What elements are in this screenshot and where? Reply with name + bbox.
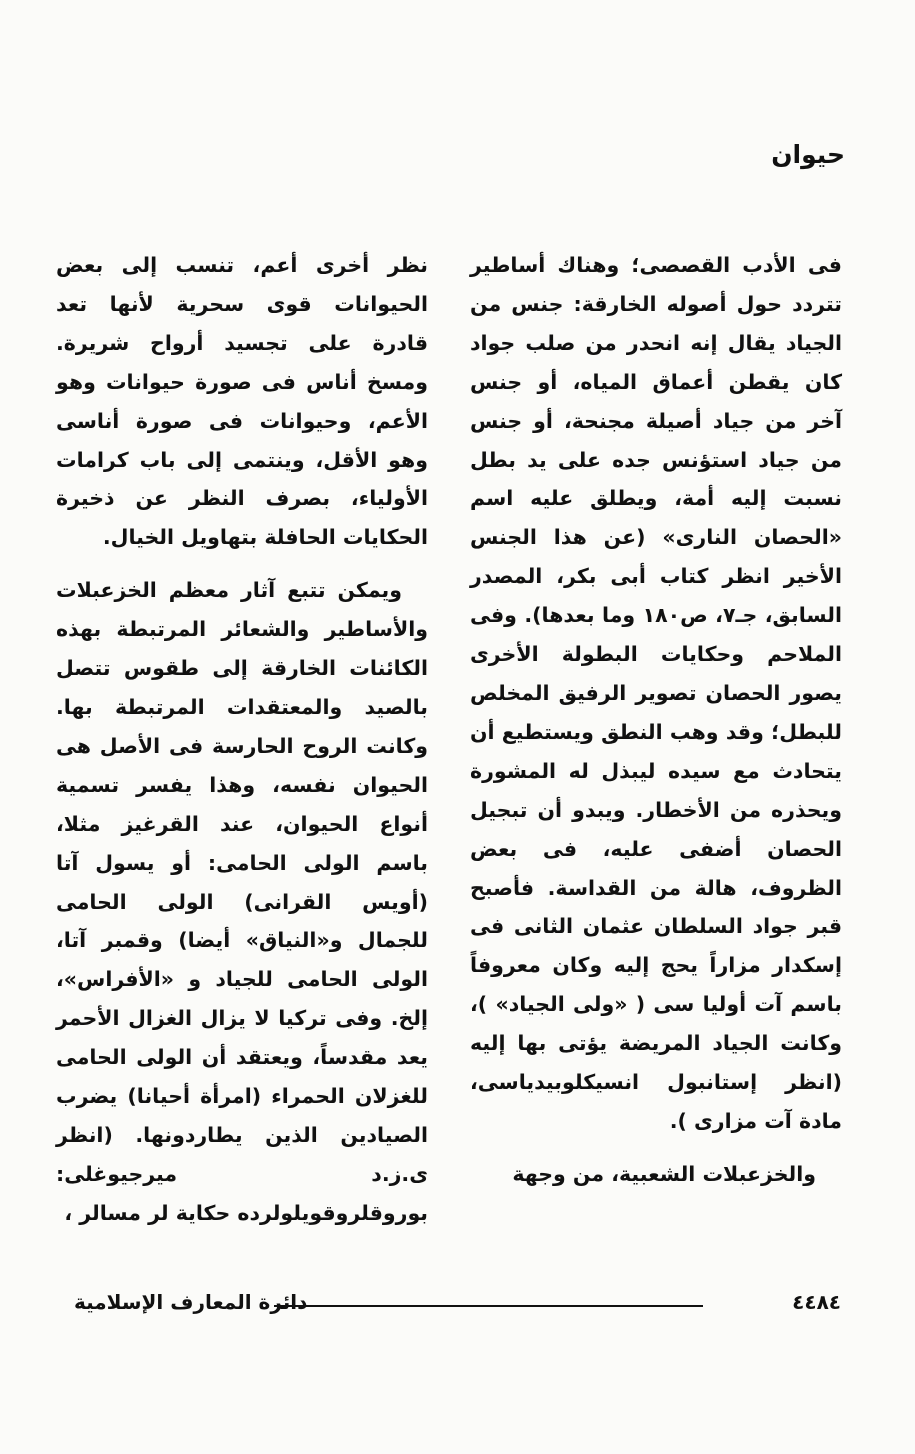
encyclopedia-title: دائرة المعارف الإسلامية xyxy=(74,1290,308,1314)
running-header-title: حيوان xyxy=(771,140,845,169)
paragraph: والخزعبلات الشعبية، من وجهة xyxy=(512,1161,816,1186)
paragraph: نظر أخرى أعم، تنسب إلى بعض الحيوانات قوى سحرية لأنها تعد قادرة على تجسيد أرواح شريرة. ومسخ أناس فى صورة حيوانات وهو الأعم، وحيوانات فى صورة أناسى وهو الأقل، وينتمى إلى باب كرامات الأولياء، بصرف النظر عن ذخيرة الحكايات الحافلة بتهاويل الخيال. xyxy=(56,253,428,550)
paragraph: ويمكن تتبع آثار معظم الخزعبلات والأساطير والشعائر المرتبطة بهذه الكائنات الخارقة إلى طقوس تتصل بالصيد والمعتقدات المرتبطة بها. وكانت الروح الحارسة فى الأصل هى الحيوان نفسه، وهذا يفسر تسمية أنواع الحيوان، عند القرغيز مثلا، باسم الولى الحامى: أو يسول آتا (أويس القرانى) الولى الحامى للجمال و«النياق» أيضا) وقمبر آتا، الولى الحامى للجياد و «الأفراس»، إلخ. وفى تركيا لا يزال الغزال الأحمر يعد مقدساً، ويعتقد أن الولى الحامى للغزلان الحمراء (امرأة أحيانا) يضرب الصيادين الذين يطاردونها. (انظر ى.ز.د ميرجيوغلى: بوروقلروقويلولرده حكاية لر مسالر ، xyxy=(56,578,428,1225)
footer-rule xyxy=(274,1305,703,1307)
page-number: ٤٤٨٤ xyxy=(792,1290,841,1314)
page-footer xyxy=(74,1290,841,1320)
left-text-column xyxy=(56,246,428,1233)
right-text-column xyxy=(470,246,842,1194)
paragraph: فى الأدب القصصى؛ وهناك أساطير تتردد حول أصوله الخارقة: جنس من الجياد يقال إنه انحدر من صلب جواد كان يقطن أعماق المياه، أو جنس آخر من جياد أصيلة مجنحة، أو جنس من جياد استؤنس جده على يد بطل نسبت إليه أمة، ويطلق عليه اسم «الحصان النارى» (عن هذا الجنس الأخير انظر كتاب أبى بكر، المصدر السابق، جـ٧، ص١٨٠ وما بعدها). وفى الملاحم وحكايات البطولة الأخرى يصور الحصان تصوير الرفيق المخلص للبطل؛ وقد وهب النطق ويستطيع أن يتحادث مع سيده ليبذل له المشورة ويحذره من الأخطار. ويبدو أن تبجيل الحصان أضفى عليه، فى بعض الظروف، هالة من القداسة. فأصبح قبر جواد السلطان عثمان الثانى فى إسكدار مزاراً يحج إليه وكان معروفاً باسم آت أوليا سى ( «ولى الجياد» )، وكانت الجياد المريضة يؤتى بها إليه (انظر إستانبول انسيكلوبيدياسى، مادة آت مزارى ). xyxy=(470,253,842,1133)
